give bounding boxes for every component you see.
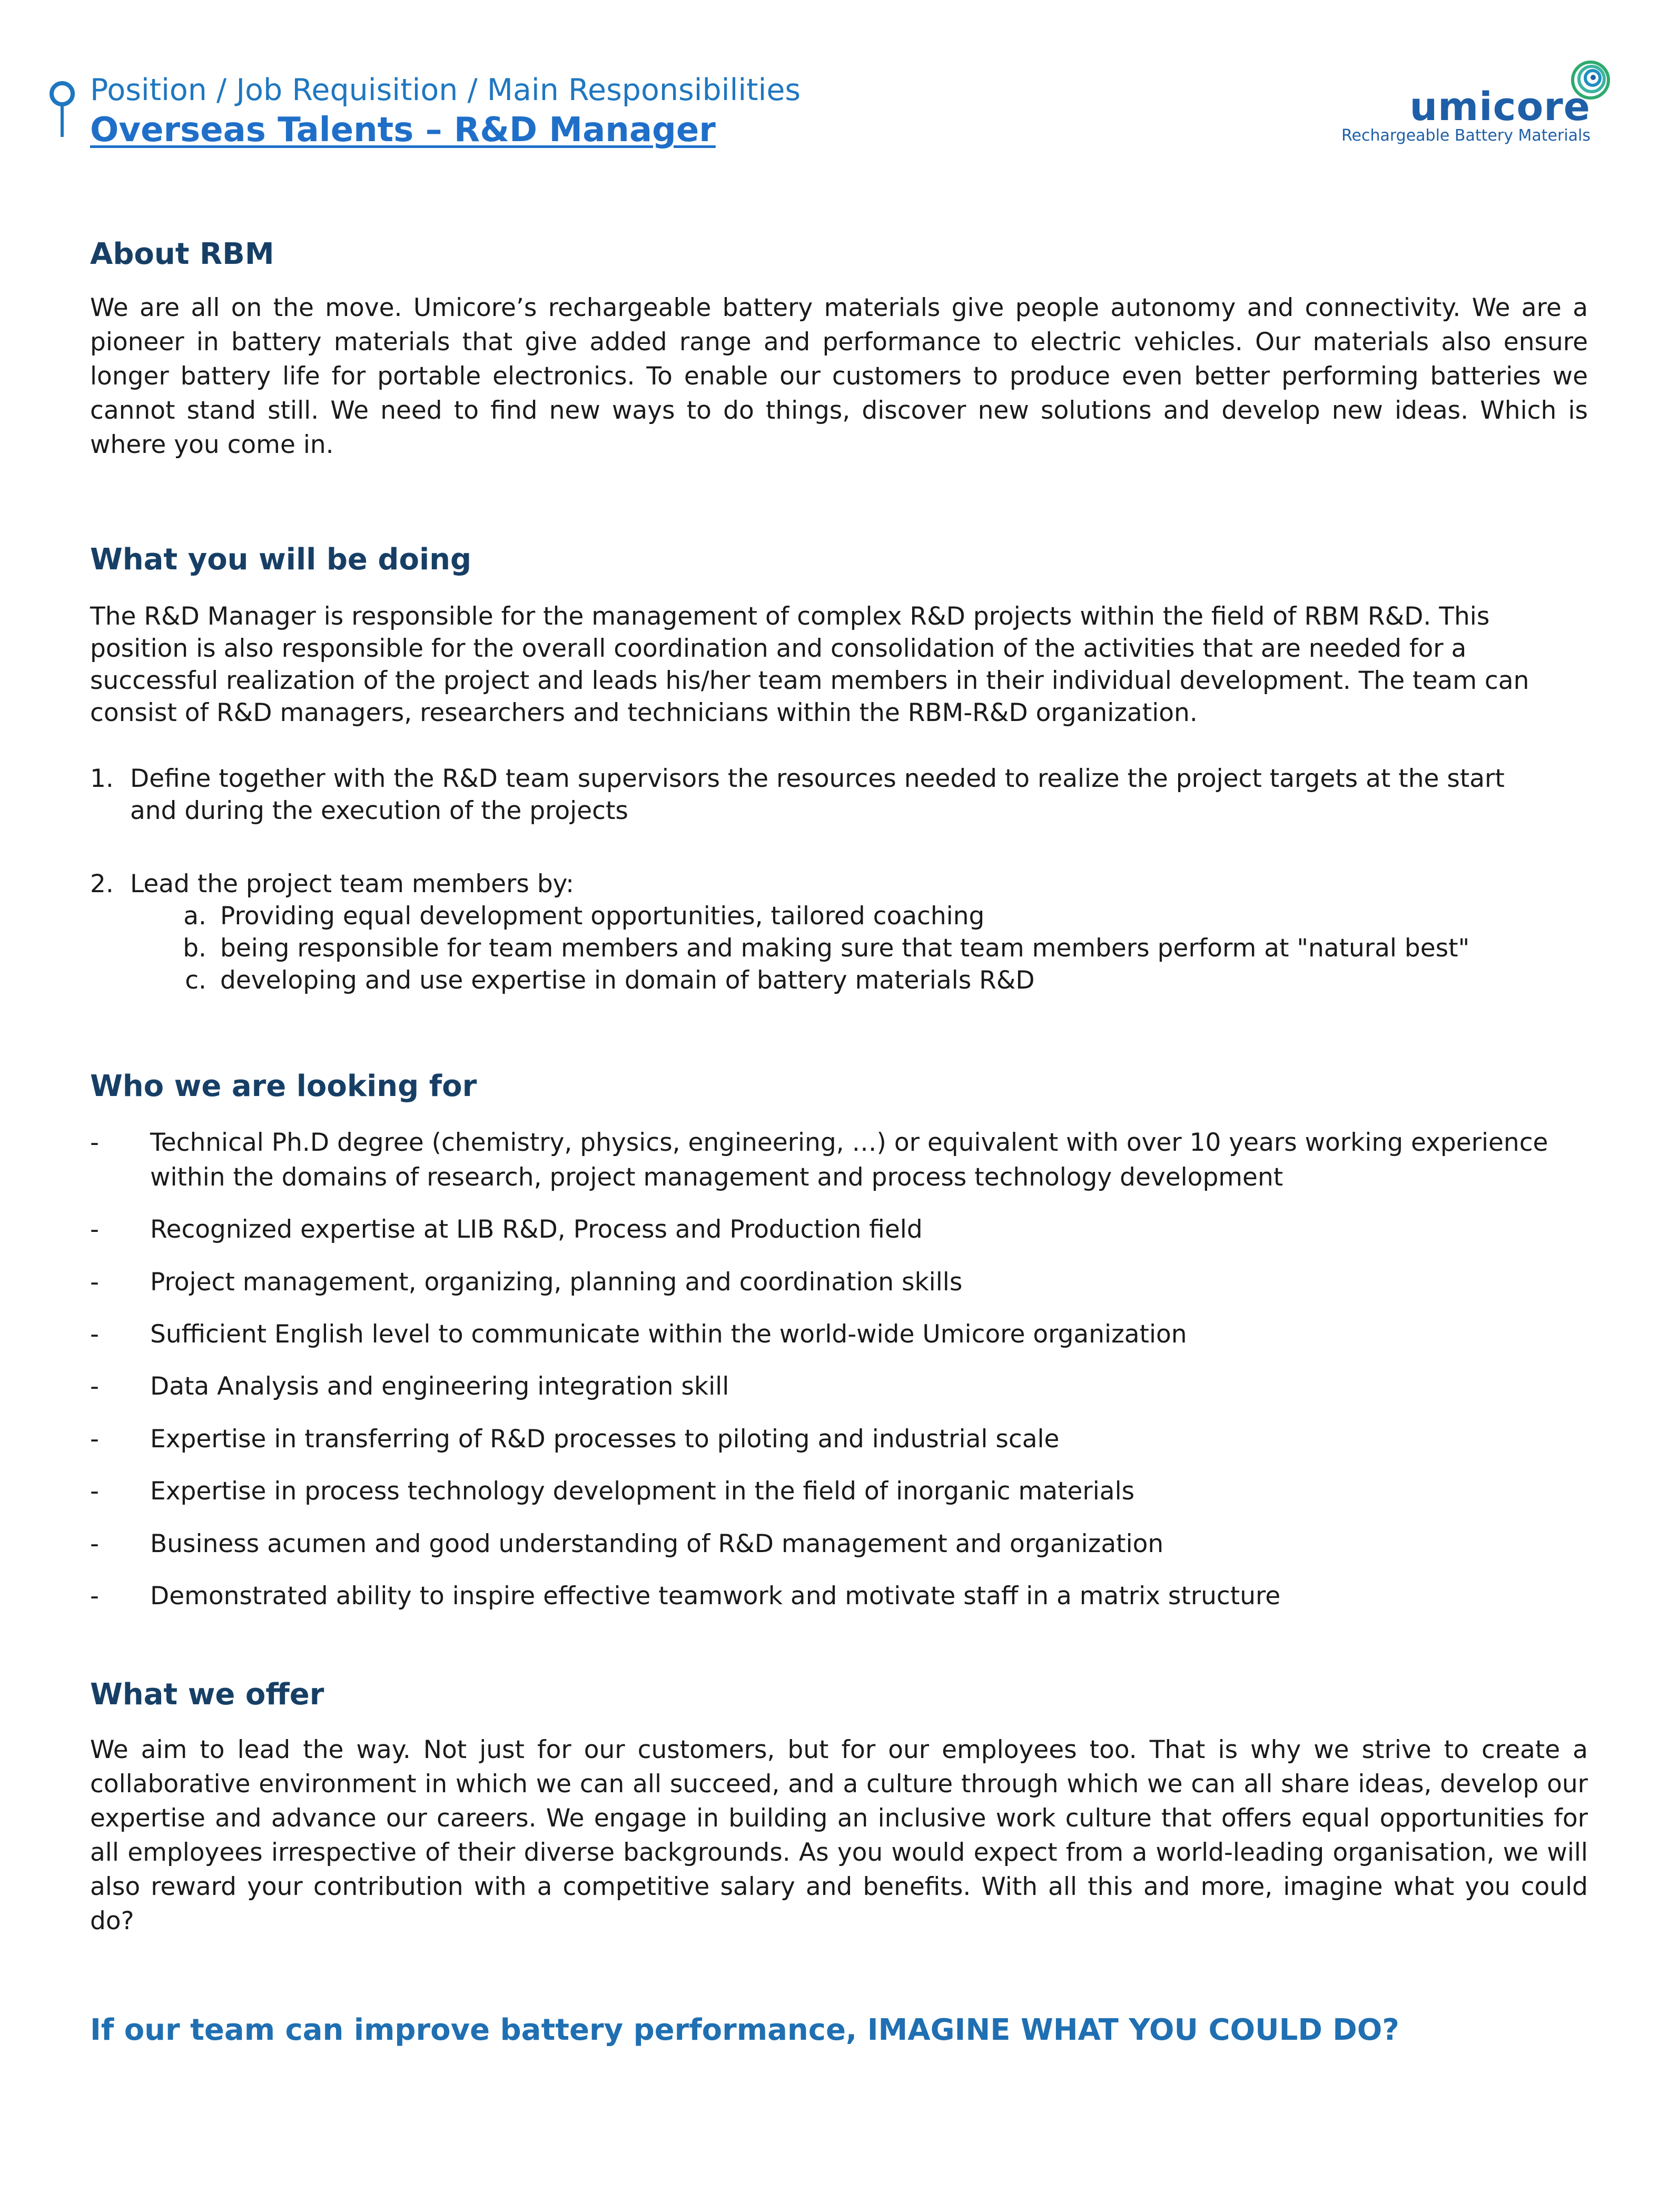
section-heading-doing: What you will be doing [90, 542, 472, 577]
company-logo [1327, 59, 1612, 154]
list-item: Define together with the R&D team supervisors the resources needed to realize the project targets at the start and during the execution of the projects [130, 764, 1505, 825]
list-item-marker: 2. [90, 870, 114, 898]
sub-list-marker: c. [185, 966, 206, 995]
sub-list-marker: a. [183, 902, 206, 931]
section-heading-offer: What we offer [90, 1677, 324, 1712]
sub-list-marker: b. [183, 934, 206, 963]
location-pin-icon [48, 78, 80, 141]
list-item-marker: 1. [90, 764, 114, 793]
breadcrumb: Position / Job Requisition / Main Responsibilities [90, 73, 801, 107]
bullet-marker: - [90, 1128, 99, 1157]
section-heading-about: About RBM [90, 237, 274, 271]
section-heading-looking: Who we are looking for [90, 1069, 477, 1103]
list-item: Project management, organizing, planning and coordination skills [150, 1268, 963, 1297]
bullet-marker: - [90, 1425, 99, 1454]
bullet-marker: - [90, 1268, 99, 1297]
sub-list-item: developing and use expertise in domain of battery materials R&D [220, 966, 1035, 995]
doing-intro-paragraph: The R&D Manager is responsible for the management of complex R&D projects within the field of RBM R&D. This position is also responsible for the overall coordination and consolidation of the activities that are needed for a successful realization of the project and leads his/her team members in their individual development. The team can consist of R&D managers, researchers and technicians within the RBM-R&D organization. [90, 602, 1529, 727]
list-item: Expertise in process technology development in the field of inorganic materials [150, 1477, 1135, 1506]
list-item: Technical Ph.D degree (chemistry, physics, engineering, …) or equivalent with over 10 years working experience within the domains of research, project management and process technology development [150, 1128, 1548, 1192]
bullet-marker: - [90, 1320, 99, 1349]
list-item: Data Analysis and engineering integration skill [150, 1372, 729, 1401]
list-item: Expertise in transferring of R&D processes to piloting and industrial scale [150, 1425, 1060, 1454]
logo-wordmark: umicore [1409, 84, 1591, 130]
bullet-marker: - [90, 1215, 99, 1244]
sub-list-item: Providing equal development opportunities, tailored coaching [220, 902, 985, 931]
page-title: Overseas Talents – R&D Manager [90, 111, 716, 150]
list-item: Business acumen and good understanding of R&D management and organization [150, 1529, 1164, 1558]
bullet-marker: - [90, 1372, 99, 1401]
list-item: Lead the project team members by: [130, 870, 574, 898]
bullet-marker: - [90, 1582, 99, 1611]
bullet-marker: - [90, 1529, 99, 1558]
about-paragraph: We are all on the move. Umicore’s rechargeable battery materials give people autonomy and connectivity. We are a pioneer in battery materials that give added range and performance to electric vehicles. Our materials also ensure longer battery life for portable electronics. To enable our customers to produce even better performing batteries we cannot stand still. We need to find new ways to do things, discover new solutions and develop new ideas. Which is where you come in. [90, 293, 1588, 459]
closing-tagline: If our team can improve battery performance, IMAGINE WHAT YOU COULD DO? [90, 2013, 1399, 2047]
list-item: Recognized expertise at LIB R&D, Process and Production field [150, 1215, 923, 1244]
list-item: Demonstrated ability to inspire effective teamwork and motivate staff in a matrix structure [150, 1582, 1281, 1611]
bullet-marker: - [90, 1477, 99, 1506]
sub-list-item: being responsible for team members and making sure that team members perform at "natural best" [220, 934, 1470, 963]
logo-subtitle: Rechargeable Battery Materials [1341, 126, 1591, 145]
offer-paragraph: We aim to lead the way. Not just for our customers, but for our employees too. That is why we strive to create a collaborative environment in which we can all succeed, and a culture through which we can all share ideas, develop our expertise and advance our careers. We engage in building an inclusive work culture that offers equal opportunities for all employees irrespective of their diverse backgrounds. As you would expect from a world-leading organisation, we will also reward your contribution with a competitive salary and benefits. With all this and more, imagine what you could do? [90, 1735, 1588, 1935]
list-item: Sufficient English level to communicate within the world-wide Umicore organization [150, 1320, 1187, 1349]
